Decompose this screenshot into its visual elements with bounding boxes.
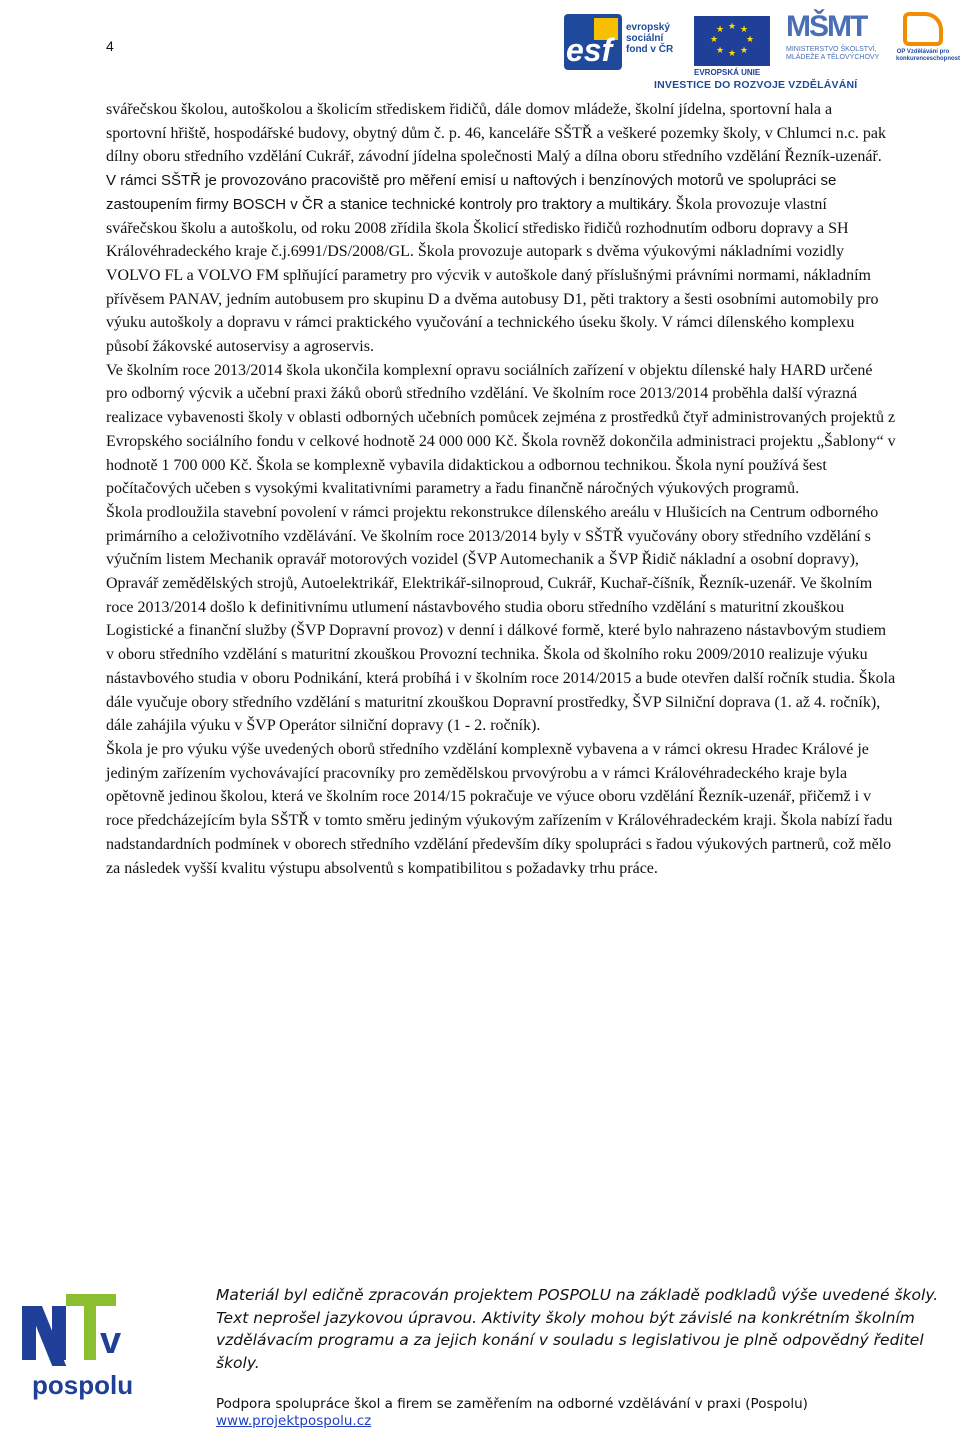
esf-caption: evropský sociální fond v ČR: [626, 22, 674, 55]
paragraph-4: Škola prodloužila stavební povolení v rámci projektu rekonstrukce dílenského areálu v Hlušicích na Centrum odborného primárního a celoživotního vzdělávání. Ve školním roce 2013/2014 byly v SŠTŘ vyučovány obory středního vzdělání s výučním listem Mechanik opravář motorových vozidel (ŠVP Automechanik a ŠVP Řidič nákladní a osobní dopravy), Opravář zemědělských strojů, Autoelektrikář, Elektrikář-silnoproud, Cukrář, Kuchař-číšník, Řezník-uzenář. Ve školním roce 2013/2014 došlo k definitivnímu utlumení nástavbového studia oboru středního vzdělání s maturitní zkouškou Logistické a finanční služby (ŠVP Dopravní provoz) v denní i dálkové formě, které bylo nahrazeno nástavbovým studiem v oboru středního vzdělání s maturitní zkouškou Provozní technika. Škola od školního roku 2009/2010 realizuje výuku nástavbového studia v oboru Podnikání, která probíhá i v školním roce 2014/2015 a bude otevřen další ročník studia. Škola dále vyučuje obory středního vzdělání s maturitní zkouškou Dopravní prostředky, ŠVP Silniční doprava (1. až 4. ročník), dále zahájila výuku v ŠVP Operátor silniční dopravy (1 - 2. ročník).: [106, 503, 896, 735]
investment-slogan: INVESTICE DO ROZVOJE VZDĚLÁVÁNÍ: [654, 79, 858, 91]
pospolu-wordmark: pospolu: [32, 1370, 134, 1400]
paragraph-2-b: Škola provozuje vlastní svářečskou školu a autoškolu, od roku 2008 zřídila škola Školicí středisko řidičů rozhodnutím odboru dopravy a SH Královéhradeckého kraje č.j.6991/DS/2008/GL.: [106, 195, 849, 261]
pospolu-logo: [20, 1290, 140, 1405]
eu-flag-icon: ★ ★ ★ ★ ★ ★ ★ ★: [694, 16, 770, 66]
page-number: 4: [106, 38, 114, 54]
paragraph-1: svářečskou školou, autoškolou a školicím střediskem řidičů, dále domov mládeže, školní jídelna, sportovní hala a sportovní hřiště, hospodářské budovy, obytný dům č. p. 46, kanceláře SŠTŘ a veškeré pozemky školy, v Chlumci n.c. pak dílny oboru středního vzdělání Cukrář, závodní jídelna společnosti Malý a dílna oboru středního vzdělání Řezník-uzenář.: [106, 101, 887, 166]
paragraph-2: [106, 169, 896, 359]
msmt-logo: [786, 10, 886, 76]
msmt-caption: MINISTERSTVO ŠKOLSTVÍ, MLÁDEŽE A TĚLOVÝCHOVY: [786, 46, 880, 61]
paragraph-2-sans: V rámci SŠTŘ je provozováno pracoviště pro měření emisí u naftových i benzínových motorů ve spolupráci se zastoupením firmy BOSCH v ČR a stanice technické kontroly pro traktory a multikáry.: [106, 172, 837, 213]
ntv-mark-icon: v: [22, 1294, 132, 1364]
eu-caption: EVROPSKÁ UNIE: [694, 68, 761, 77]
paragraph-5: Škola je pro výuku výše uvedených oborů středního vzdělání komplexně vybavena a v rámci okresu Hradec Králové je jediným zařízením vychovávající pracovníky pro zemědělskou prvovýrobu a v rámci Královéhradeckého kraje byla opětovně jedinou školou, která ve školním roce 2014/15 pokračuje ve výuce oboru vzdělání Řezník-uzenář, přičemž i v roce předcházejícím byla SŠTŘ v tomto směru jediným výukovým zařízením v Královéhradeckém kraji. Škola nabízí řadu nadstandardních podmínek v oborech středního vzdělání především díky spolupráci s řadou výukových partnerů, což mělo za následek vyšší kvalitu výstupu absolventů s kompatibilitou s požadavky trhu práce.: [106, 740, 893, 877]
document-body: [106, 98, 896, 880]
project-link[interactable]: www.projektpospolu.cz: [216, 1413, 372, 1429]
paragraph-3: Ve školním roce 2013/2014 škola ukončila komplexní opravu sociálních zařízení v objektu dílenské haly HARD určené pro odborný výcvik a učební praxi žáků oborů středního vzdělání. Ve školním roce 2013/2014 proběhla další výrazná realizace vybavenosti školy v oblasti odborných učebních pomůcek zejména z prostředků čtyř administrovaných projektů z Evropského sociálního fondu v celkové hodnotě 24 000 000 Kč. Škola rovněž dokončila administraci projektu „Šablony“ v hodnotě 1 700 000 Kč. Škola se komplexně vybavila didaktickou a odbornou technikou. Škola nyní používá šest počítačových učeben s vysokými kvalitativními parametry a řadu finančně náročných výukových programů.: [106, 361, 896, 498]
msmt-mark: MŠMT: [786, 10, 867, 43]
eu-logo: [694, 16, 770, 76]
op-logo: [896, 12, 960, 74]
paragraph-2-c: Škola provozuje autopark s dvěma výukovými nákladními vozidly VOLVO FL a VOLVO FM splňující parametry pro výcvik v autoškole daný příslušnými právními normami, nákladním přívěsem PANAV, jedním autobusem pro skupinu D a dvěma autobusy D1, pěti traktory a šesti osobními automobily pro výuku autoškoly a dopravu v rámci praktického vyučování a technického úseku školy. V rámci dílenského komplexu působí žákovské autoservisy a agroservis.: [106, 243, 879, 356]
op-mark-icon: [903, 12, 943, 46]
op-caption: OP Vzdělávání pro konkurenceschopnost: [896, 49, 960, 62]
footer-disclaimer: Materiál byl edičně zpracován projektem POSPOLU na základě podkladů výše uvedené školy. Text neprošel jazykovou úpravou. Aktivity školy mohou být závislé na konkrétním školním vzdělávacím programu a za jejich konání v souladu s legislativou je plně odpovědný ředitel školy.: [216, 1286, 939, 1372]
footer-project-line: Podpora spolupráce škol a firem se zaměřením na odborné vzdělávání v praxi (Pospolu): [216, 1396, 808, 1412]
esf-mark-icon: esf: [564, 14, 622, 70]
footer-project: [216, 1396, 946, 1430]
esf-logo: [564, 14, 682, 74]
